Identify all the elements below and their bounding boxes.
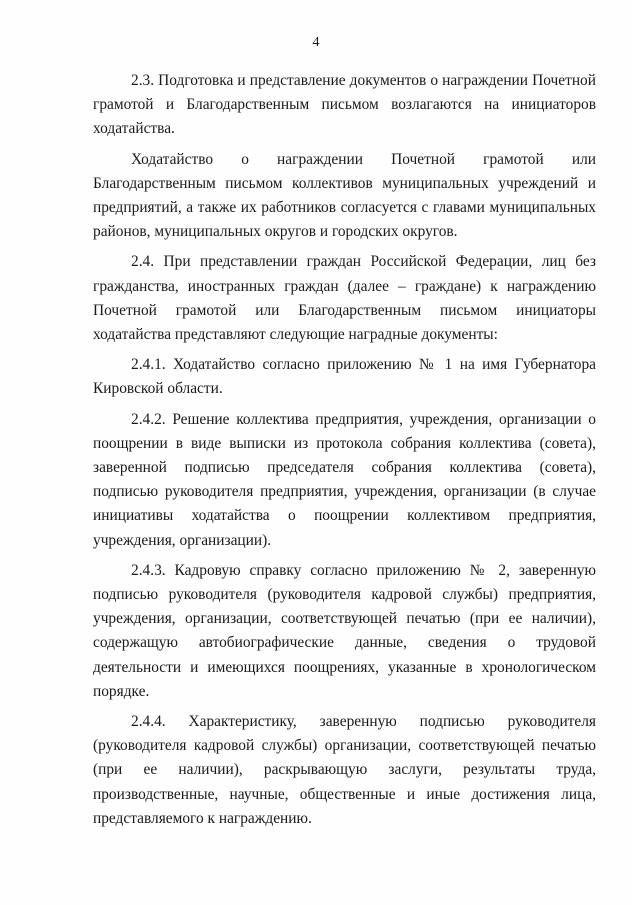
document-body: [93, 69, 596, 837]
paragraph-petition-approval: Ходатайство о награждении Почетной грамотой или Благодарственным письмом коллективов муниципальных учреждений и предприятий, а также их работников согласуется с главами муниципальных районов, муниципальных округов и городских округов.: [93, 150, 596, 241]
paragraph-2-4-2: 2.4.2. Решение коллектива предприятия, учреждения, организации о поощрении в виде выписки из протокола собрания коллектива (совета), заверенной подписью председателя собрания коллектива (совета), подписью руководителя предприятия, учреждения, организации (в случае инициативы ходатайства о поощрении коллективом предприятия, учреждения, организации).: [93, 410, 596, 549]
paragraph-2-4-3: 2.4.3. Кадровую справку согласно приложению № 2, заверенную подписью руководителя (руководителя кадровой службы) предприятия, учреждения, организации, соответствующей печатью (при ее наличии), содержащую автобиографические данные, сведения о трудовой деятельности и имеющихся поощрениях, указанные в хронологическом порядке.: [93, 561, 596, 700]
paragraph-2-4-1: 2.4.1. Ходатайство согласно приложению № 1 на имя Губернатора Кировской области.: [93, 356, 596, 398]
paragraph-2-4-4: 2.4.4. Характеристику, заверенную подписью руководителя (руководителя кадровой службы) организации, соответствующей печатью (при ее наличии), раскрывающую заслуги, результаты труда, производственные, научные, общественные и иные достижения лица, представляемого к награждению.: [93, 713, 596, 827]
paragraph-2-3: 2.3. Подготовка и представление документов о награждении Почетной грамотой и Благодарственным письмом возлагаются на инициаторов ходатайства.: [93, 72, 596, 138]
page-number: 4: [312, 35, 320, 50]
paragraph-2-4: 2.4. При представлении граждан Российской Федерации, лиц без гражданства, иностранных граждан (далее – граждане) к награждению Почетной грамотой или Благодарственным письмом инициаторы ходатайства представляют следующие наградные документы:: [93, 253, 596, 344]
